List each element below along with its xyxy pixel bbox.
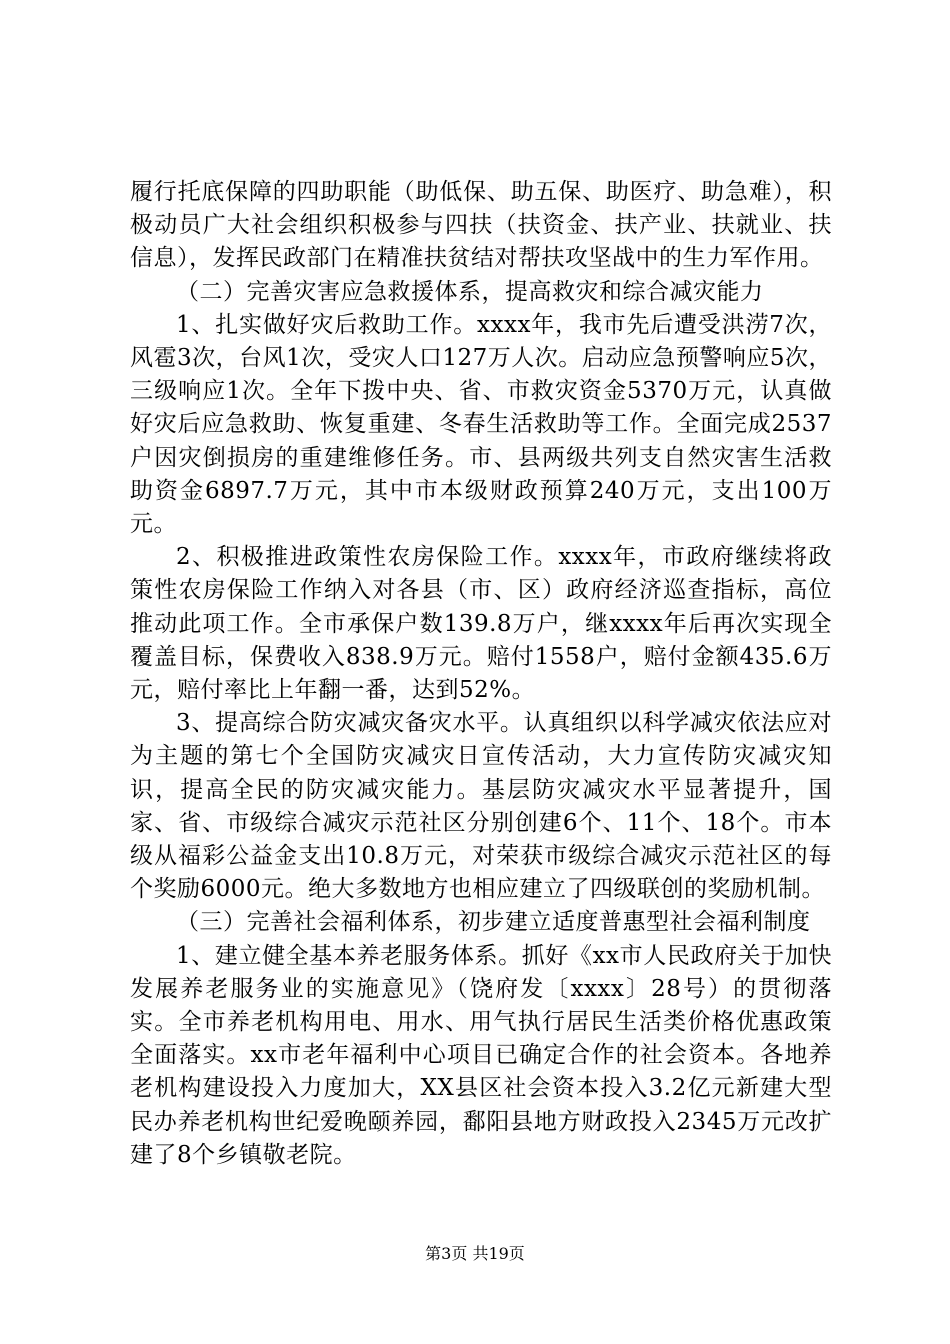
paragraph-disaster-prevention: 3、提高综合防灾减灾备灾水平。认真组织以科学减灾依法应对为主题的第七个全国防灾减灾日宣传活动，大力宣传防灾减灾知识，提高全民的防灾减灾能力。基层防灾减灾水平显著提升，国家、省、市级综合减灾示范社区分别创建6个、11个、18个。市本级从福彩公益金支出10.8万元，对荣获市级综合减灾示范社区的每个奖励6000元。绝大多数地方也相应建立了四级联创的奖励机制。: [130, 710, 832, 903]
paragraph-post-disaster-aid: 1、扎实做好灾后救助工作。xxxx年，我市先后遭受洪涝7次，风雹3次，台风1次，受灾人口127万人次。启动应急预警响应5次，三级响应1次。全年下拨中央、省、市救灾资金5370万元，认真做好灾后应急救助、恢复重建、冬春生活救助等工作。全面完成2537户因灾倒损房的重建维修任务。市、县两级共列支自然灾害生活救助资金6897.7万元，其中市本级财政预算240万元，支出100万元。: [130, 311, 832, 538]
paragraph-poverty-relief: 履行托底保障的四助职能（助低保、助五保、助医疗、助急难），积极动员广大社会组织积极参与四扶（扶资金、扶产业、扶就业、扶信息），发挥民政部门在精准扶贫结对帮扶攻坚战中的生力军作用。: [130, 179, 832, 272]
paragraph-housing-insurance: 2、积极推进政策性农房保险工作。xxxx年，市政府继续将政策性农房保险工作纳入对各县（市、区）政府经济巡查指标，高位推动此项工作。全市承保户数139.8万户，继xxxx年后再次实现全覆盖目标，保费收入838.9万元。赔付1558户，赔付金额435.6万元，赔付率比上年翻一番，达到52%。: [130, 544, 832, 704]
paragraph-elderly-care: 1、建立健全基本养老服务体系。抓好《xx市人民政府关于加快发展养老服务业的实施意见》（饶府发〔xxxx〕28号）的贯彻落实。全市养老机构用电、用水、用气执行居民生活类价格优惠政策全面落实。xx市老年福利中心项目已确定合作的社会资本。各地养老机构建设投入力度加大，XX县区社会资本投入3.2亿元新建大型民办养老机构世纪爱晚颐养园，鄱阳县地方财政投入2345万元改扩建了8个乡镇敬老院。: [130, 942, 832, 1168]
document-body: [130, 176, 832, 1172]
heading-social-welfare-system: （三）完善社会福利体系，初步建立适度普惠型社会福利制度: [176, 909, 811, 936]
heading-disaster-relief-system: （二）完善灾害应急救援体系，提高救灾和综合减灾能力: [176, 278, 764, 305]
page-footer: 第3页 共19页: [425, 1244, 525, 1263]
